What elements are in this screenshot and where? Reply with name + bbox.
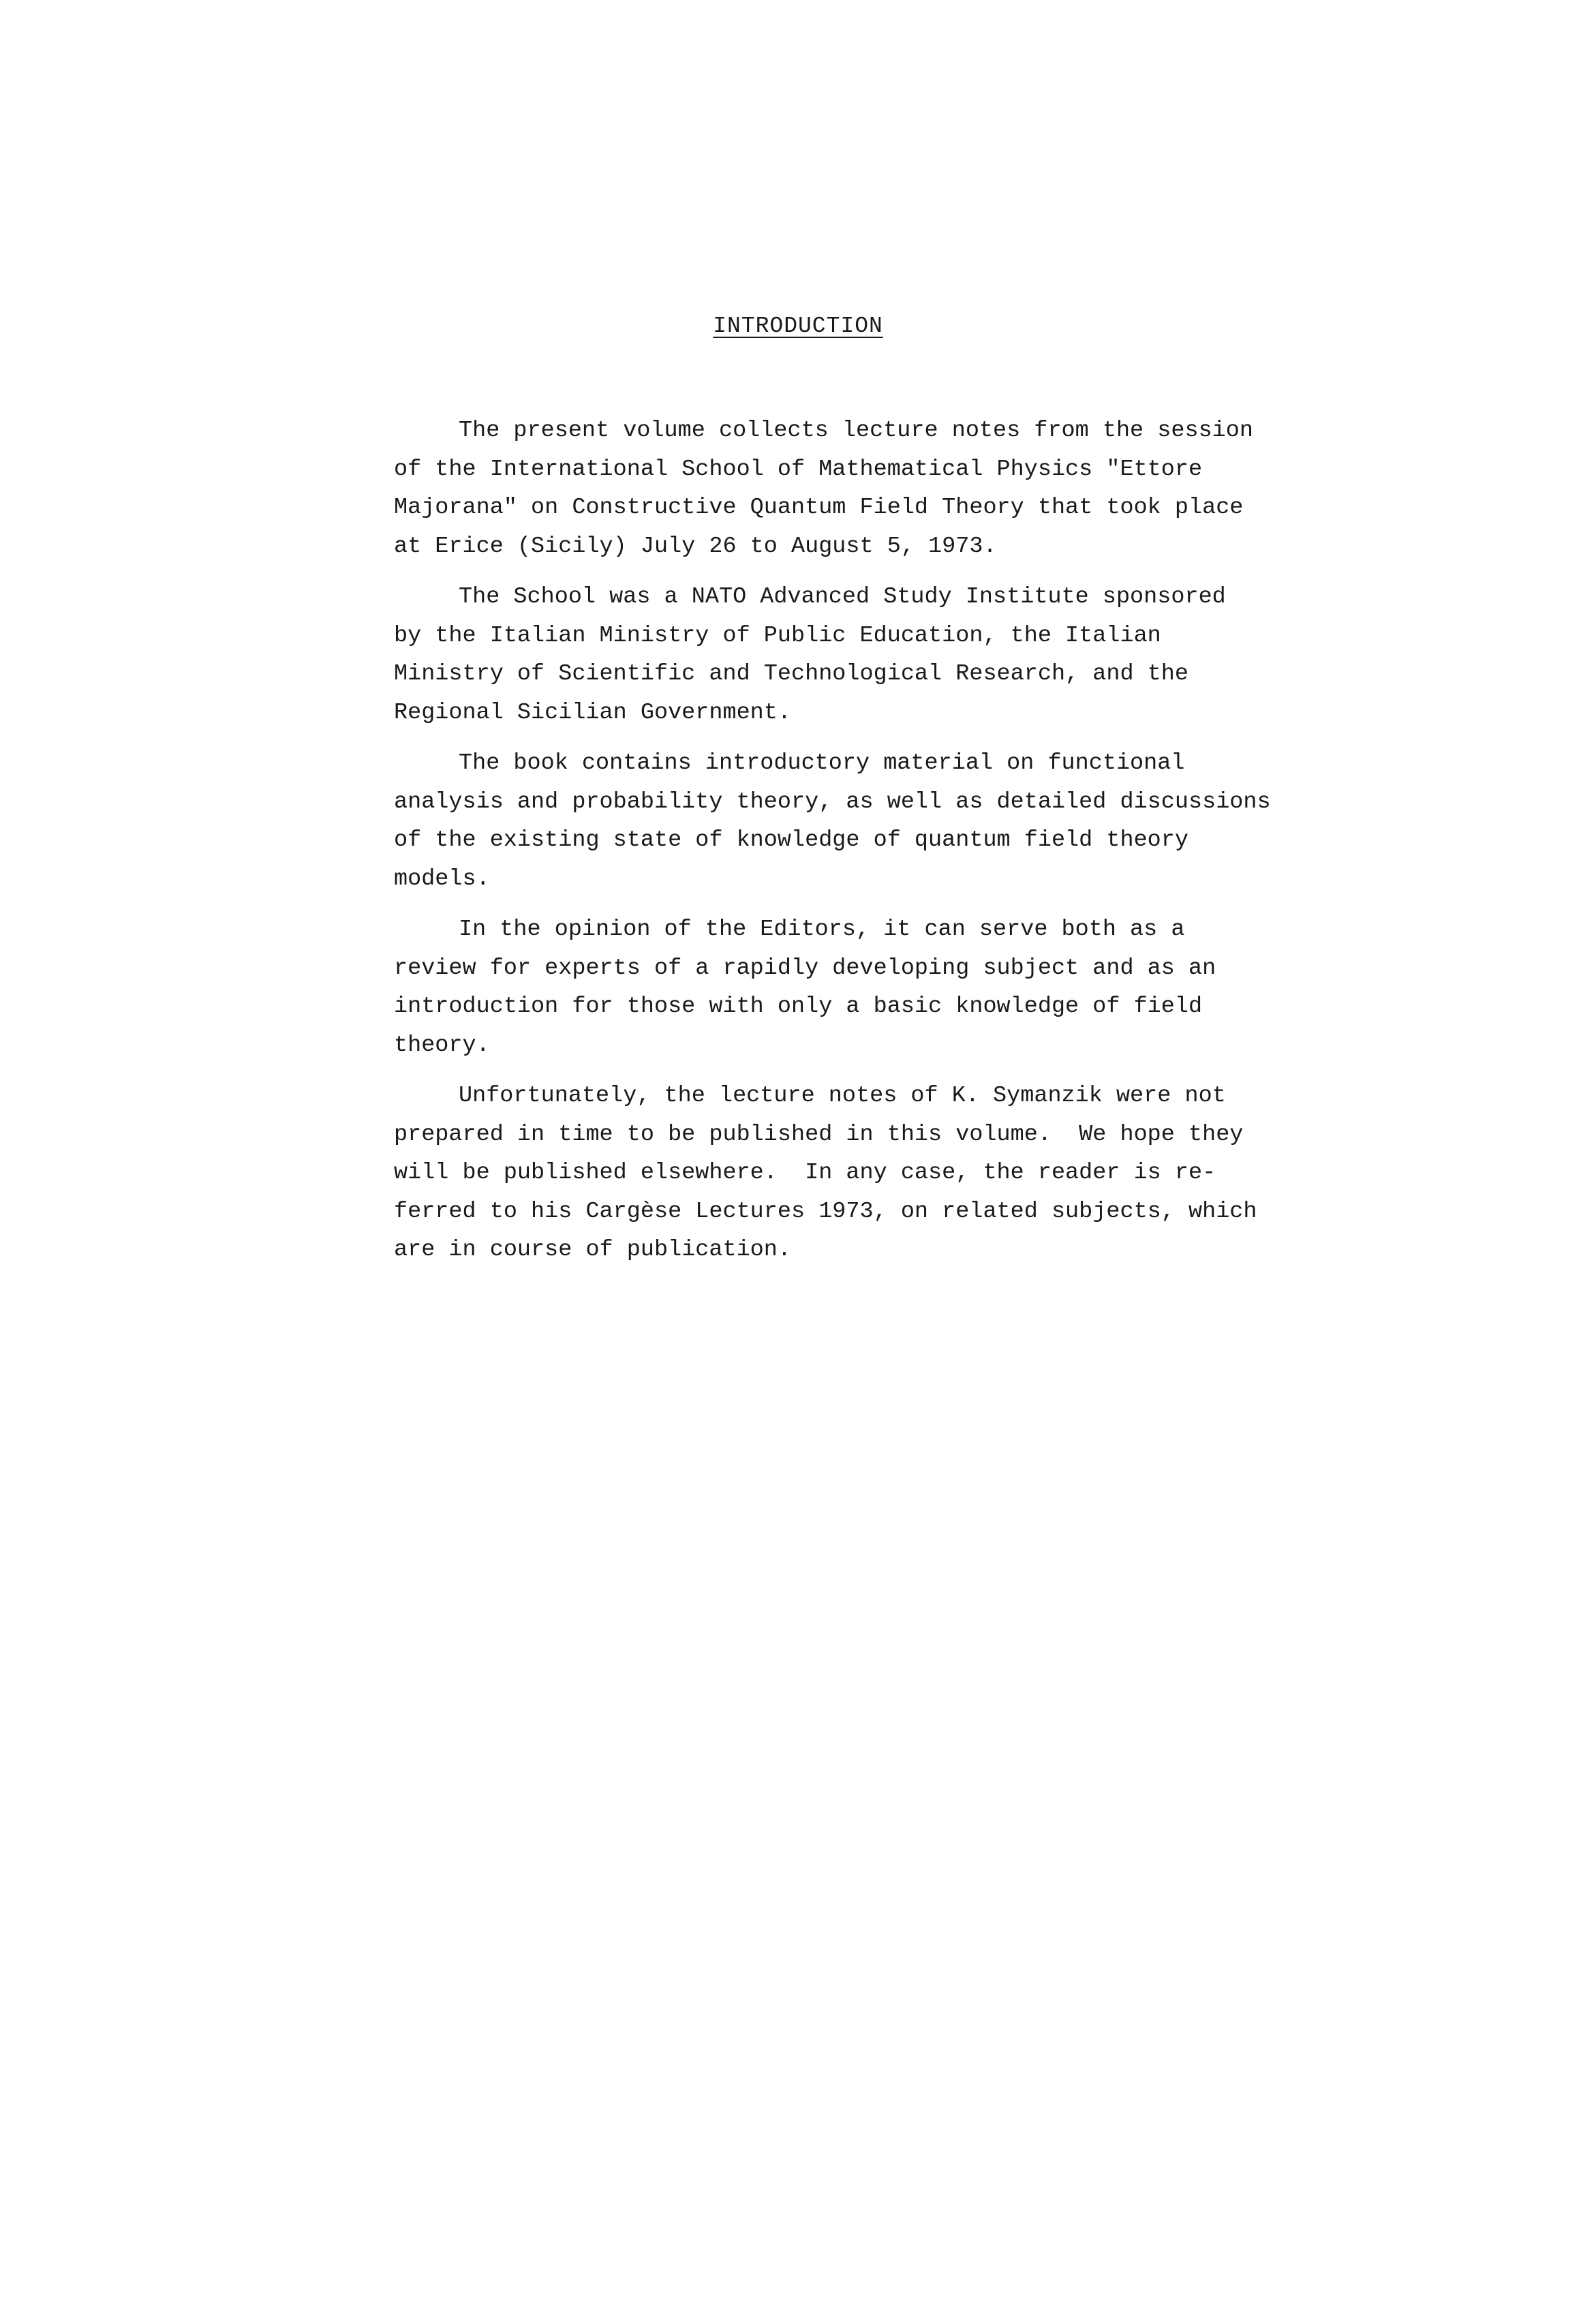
paragraph-line: In the opinion of the Editors, it can serve both as a [459,917,1185,942]
paragraph-line: theory. [394,1032,490,1058]
paragraph-line: review for experts of a rapidly developing subject and as an [394,955,1216,981]
paragraph-2 [394,578,1232,732]
paragraph-5 [394,1077,1257,1270]
paragraph-line: at Erice (Sicily) July 26 to August 5, 1973. [394,533,997,559]
paragraph-line: are in course of publication. [394,1237,791,1263]
paragraph-line: by the Italian Ministry of Public Education, the Italian [394,622,1161,649]
paragraph-1 [394,412,1253,566]
paragraph-line: models. [394,865,490,892]
page-title-text: INTRODUCTION [713,313,883,339]
body-text [394,412,1271,1282]
paragraph-line: analysis and probability theory, as well as detailed discussions [394,788,1271,815]
paragraph-line: prepared in time to be published in this volume. We hope they [394,1121,1244,1148]
paragraph-line: The School was a NATO Advanced Study Institute sponsored [459,584,1226,610]
paragraph-line: of the existing state of knowledge of quantum field theory [394,827,1188,853]
paragraph-line: The book contains introductory material on functional [459,750,1185,776]
paragraph-line: The present volume collects lecture notes from the session [459,418,1253,444]
paragraph-line: will be published elsewhere. In any case, the reader is re- [394,1160,1216,1186]
paragraph-line: of the International School of Mathematical Physics "Ettore [394,456,1203,482]
paragraph-3 [394,744,1271,898]
paragraph-line: Regional Sicilian Government. [394,699,791,726]
paragraph-line: ferred to his Cargèse Lectures 1973, on related subjects, which [394,1198,1257,1225]
paragraph-line: Unfortunately, the lecture notes of K. Symanzik were not [459,1083,1226,1109]
paragraph-4 [394,910,1232,1064]
paragraph-line: Majorana" on Constructive Quantum Field Theory that took place [394,495,1244,521]
paragraph-line: Ministry of Scientific and Technological Research, and the [394,661,1188,687]
paragraph-line: introduction for those with only a basic knowledge of field [394,994,1203,1019]
page-title [0,313,1596,339]
